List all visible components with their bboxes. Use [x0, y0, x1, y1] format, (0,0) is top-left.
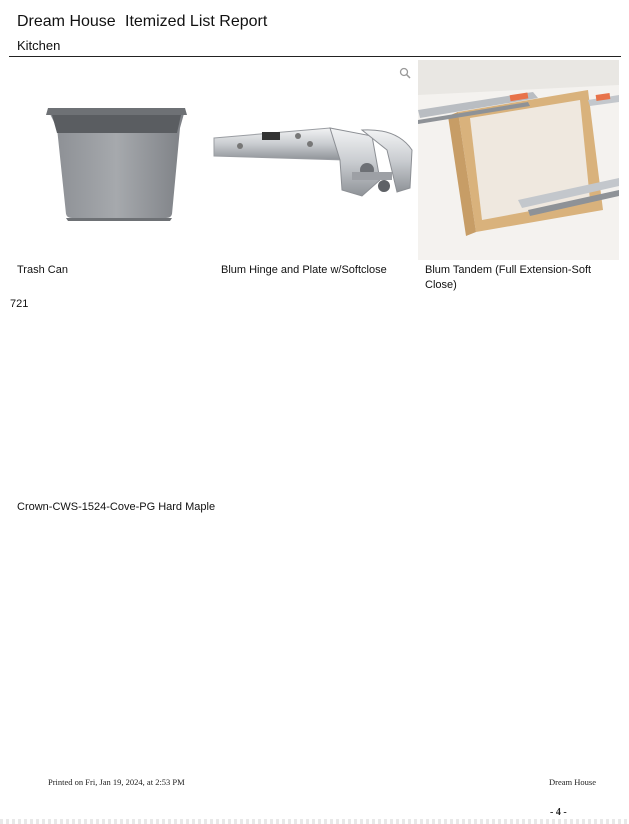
- item-caption: Blum Hinge and Plate w/Softclose: [221, 264, 387, 276]
- hinge-image: [212, 110, 417, 210]
- item-number: 721: [10, 298, 29, 310]
- page-edge: [0, 819, 629, 824]
- header-divider: [9, 56, 621, 57]
- item-caption: Trash Can: [17, 264, 68, 276]
- page-number: - 4 -: [550, 807, 567, 818]
- trash-can-image: [30, 88, 200, 233]
- drawer-slide-icon: [418, 60, 619, 260]
- item-caption: Crown-CWS-1524-Cove-PG Hard Maple: [17, 501, 216, 513]
- footer-project: Dream House: [549, 777, 596, 787]
- printed-timestamp: Printed on Fri, Jan 19, 2024, at 2:53 PM: [48, 777, 185, 787]
- hinge-icon: [212, 110, 417, 210]
- drawer-slide-image: [418, 60, 619, 260]
- project-title: Dream House: [17, 13, 116, 30]
- item-caption: Blum Tandem (Full Extension-Soft Close): [425, 264, 592, 291]
- section-title: Kitchen: [17, 38, 61, 53]
- trash-can-icon: [30, 88, 200, 233]
- zoom-icon[interactable]: [399, 66, 411, 78]
- report-title: Itemized List Report: [125, 13, 268, 30]
